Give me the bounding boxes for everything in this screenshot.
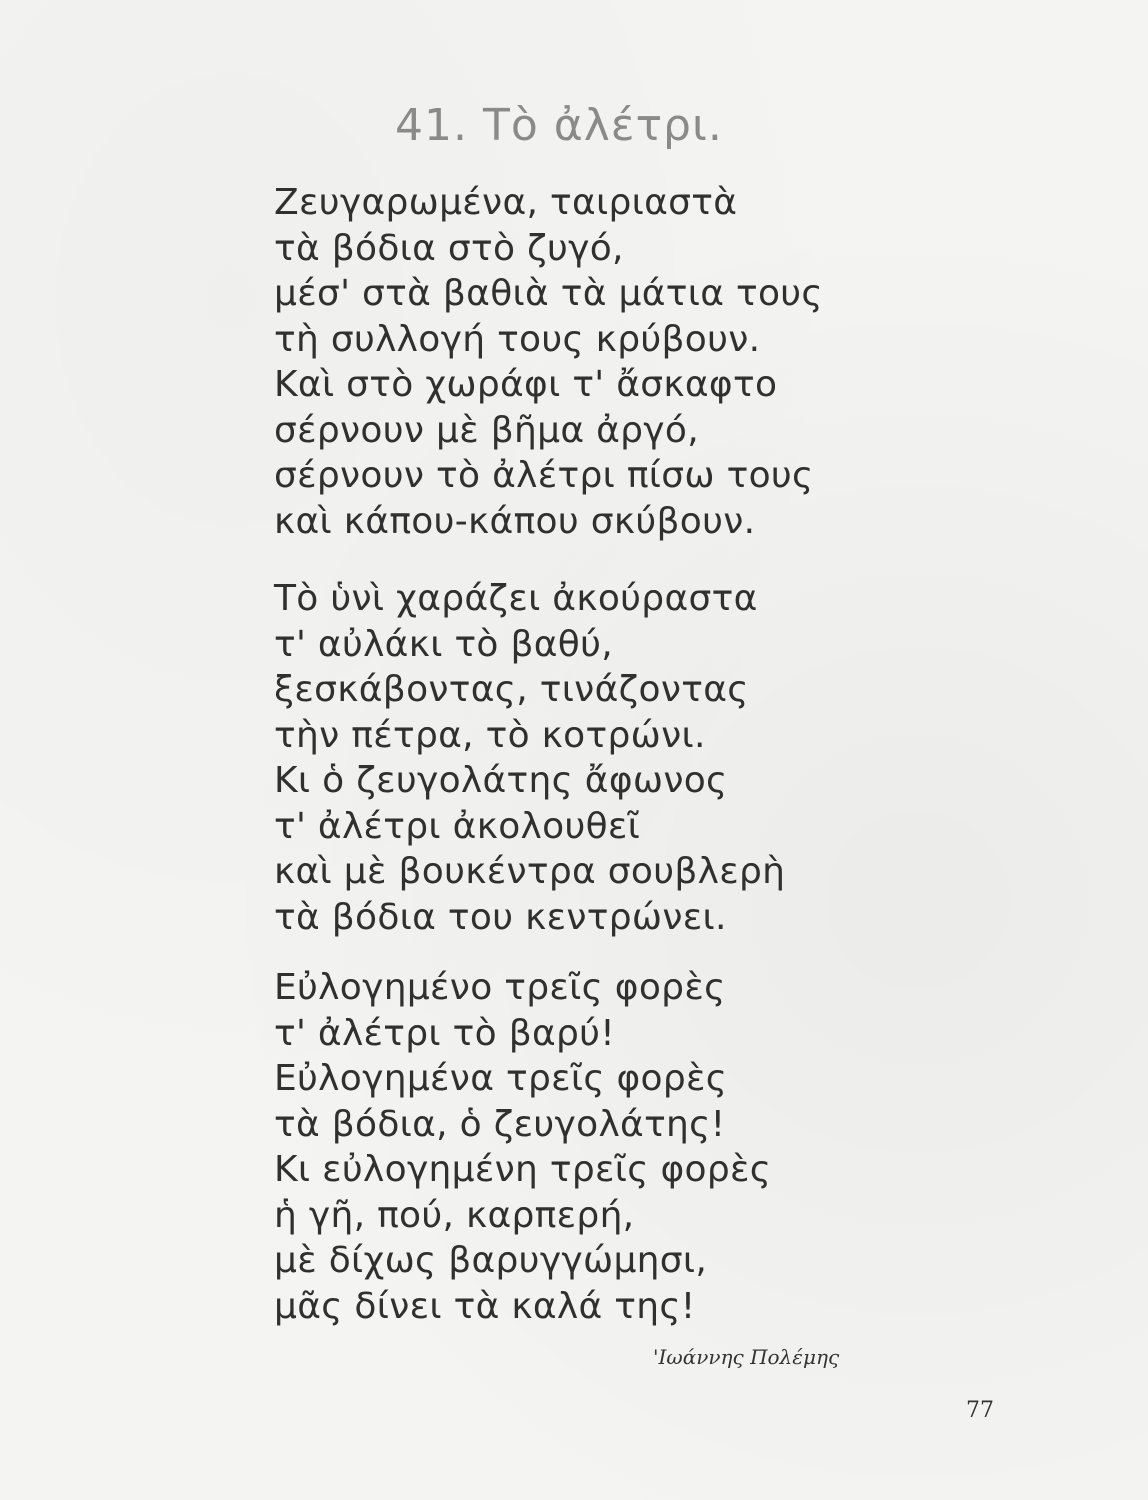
verse-line: καὶ κάπου-κάπου σκύβουν. [274, 500, 756, 542]
verse-line: σέρνουν μὲ βῆμα ἀργό, [274, 409, 699, 451]
verse-line: τὰ βόδια του κεντρώνει. [274, 896, 727, 938]
verse-line: Εὐλογημένα τρεῖς φορὲς [274, 1058, 728, 1099]
verse-line: Ζευγαρωμένα, ταιριαστὰ [274, 182, 738, 223]
verse-line: τ' ἀλέτρι ἀκολουθεῖ [274, 805, 641, 847]
author-name: 'Ιωάννης Πολέμης [653, 1345, 840, 1369]
verse-line: μὲ δίχως βαρυγγώμησι, [274, 1240, 708, 1281]
stanza-1 [274, 180, 823, 544]
verse-line: τὴ συλλογή τους κρύβουν. [274, 318, 761, 360]
poem-title: 41. Τὸ ἀλέτρι. [395, 100, 723, 151]
verse-line: καὶ μὲ βουκέντρα σουβλερὴ [274, 851, 786, 892]
verse-line: Καὶ στὸ χωράφι τ' ἄσκαφτο [274, 364, 778, 405]
verse-line: τὰ βόδια στὸ ζυγό, [274, 227, 624, 269]
verse-line: ξεσκάβοντας, τινάζοντας [274, 669, 749, 710]
verse-line: σέρνουν τὸ ἀλέτρι πίσω τους [274, 455, 814, 496]
verse-line: ἡ γῆ, πού, καρπερή, [274, 1194, 635, 1236]
verse-line: τὴν πέτρα, τὸ κοτρώνι. [274, 714, 706, 756]
verse-line: Εὐλογημένο τρεῖς φορὲς [274, 967, 726, 1008]
verse-line: Κι ὁ ζευγολάτης ἄφωνος [274, 760, 728, 801]
verse-line: Τὸ ὑνὶ χαράζει ἀκούραστα [274, 578, 758, 619]
stanza-3 [274, 965, 771, 1329]
verse-line: τ' ἀλέτρι τὸ βαρύ! [274, 1012, 616, 1054]
verse-line: μέσ' στὰ βαθιὰ τὰ μάτια τους [274, 273, 823, 314]
verse-line: μᾶς δίνει τὰ καλά της! [274, 1285, 696, 1327]
page-number: 77 [966, 1398, 994, 1423]
verse-line: Κι εὐλογημένη τρεῖς φορὲς [274, 1149, 772, 1190]
stanza-2 [274, 576, 785, 940]
verse-line: τ' αὐλάκι τὸ βαθύ, [274, 623, 613, 665]
verse-line: τὰ βόδια, ὁ ζευγολάτης! [274, 1103, 726, 1145]
